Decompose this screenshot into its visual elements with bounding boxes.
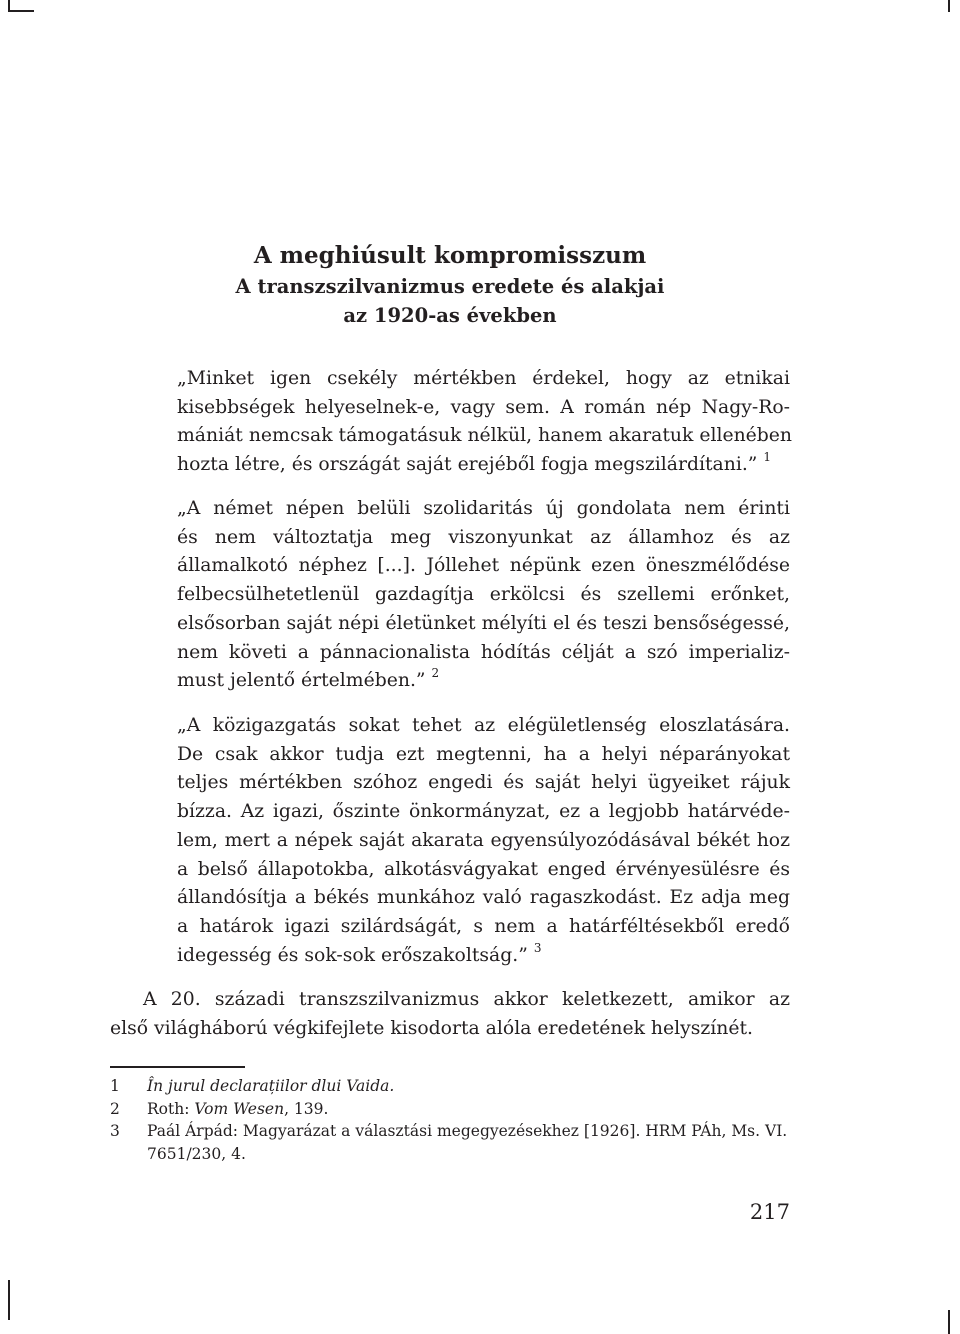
epigraph-quote-1 [177, 365, 793, 480]
epigraph-quote-2 [177, 495, 790, 696]
quote-line: „A német népen belüli szolidaritás új gondolata nem érinti [177, 498, 790, 519]
quote-line: elsősorban saját népi életünket mélyíti el és teszi bensőségessé, [177, 612, 790, 634]
quote-line: De csak akkor tudja ezt megtenni, ha a helyi néparányokat [177, 743, 790, 765]
quote-line: teljes mértékben szóhoz engedi és saját helyi ügyeiket rájuk [177, 772, 790, 794]
footnote-number: 3 [110, 1122, 120, 1140]
footnote-1 [110, 1075, 790, 1098]
quote-line: kisebbségek helyeselnek-e, vagy sem. A román nép Nagy-Ro- [177, 396, 790, 418]
quote-line: államalkotó néphez [...]. Jóllehet népünk ezen öneszmélődése [177, 555, 790, 577]
footnotes [110, 1075, 790, 1165]
chapter-title: A meghiúsult kompromisszum [253, 242, 647, 269]
body-line: első világháború végkifejlete kisodorta alóla eredetének helyszínét. [110, 1018, 754, 1039]
quote-line-last [177, 942, 790, 971]
footnote-number: 1 [110, 1077, 120, 1095]
footnote-ref: 2 [431, 666, 440, 681]
quote-line-text: hozta létre, és országát saját erejéből fogja megszilárdítani.” [177, 454, 758, 476]
footnote-ref: 3 [533, 940, 542, 955]
quote-line: a belső állapotokba, alkotásvágyakat enged érvényesülésre és [177, 858, 790, 880]
chapter-subtitle-line-2: az 1920-as években [343, 304, 557, 327]
crop-mark-bottom-right-v [948, 1310, 950, 1334]
footnote-text-continued: 7651/230, 4. [147, 1144, 246, 1163]
chapter-subtitle-line-1: A transzszilvanizmus eredete és alakjai [235, 275, 665, 298]
quote-line-text: idegesség és sok-sok erőszakoltság.” [177, 944, 528, 966]
epigraph-quote-3 [177, 712, 790, 970]
page-number: 217 [749, 1200, 790, 1224]
footnote-3 [110, 1120, 790, 1165]
quote-line: állandósítja a békés munkához való ragaszkodást. Ez adja meg [177, 887, 790, 909]
footnote-number: 2 [110, 1099, 120, 1118]
footnote-2 [110, 1098, 790, 1121]
quote-line: lem, mert a népek saját akarata egyensúlyozódásával békét hoz [177, 829, 790, 851]
quote-line-last [177, 667, 790, 696]
crop-mark-top-right-v [948, 0, 950, 12]
footnote-ref: 1 [763, 450, 772, 465]
chapter-heading [110, 240, 790, 330]
footnote-source-title: Vom Wesen [194, 1099, 285, 1118]
crop-mark-top-left-h [8, 10, 34, 12]
footnote-author: Roth: [147, 1099, 195, 1118]
body-line: A 20. századi transzszilvanizmus akkor keletkezett, amikor az [143, 989, 790, 1010]
body-paragraph [110, 985, 790, 1043]
quote-line: nem követi a pánnacionalista hódítás célját a szó imperializ- [177, 641, 790, 663]
quote-line: mániát nemcsak támogatásuk nélkül, hanem akaratuk ellenében [177, 425, 793, 447]
quote-line: a határok igazi szilárdságát, s nem a határféltésekből eredő [177, 915, 790, 937]
footnote-source-title: În jurul declarațiilor dlui Vaida. [147, 1077, 395, 1095]
quote-line: felbecsülhetetlenül gazdagítja erkölcsi és szellemi erőnket, [177, 584, 790, 606]
quote-line-last [177, 451, 790, 480]
footnote-separator [110, 1066, 245, 1068]
quote-line: „Minket igen csekély mértékben érdekel, hogy az etnikai [177, 368, 790, 389]
quote-line: és nem változtatja meg viszonyunkat az államhoz és az [177, 526, 790, 548]
footnote-page: , 139. [284, 1099, 329, 1118]
quote-line-text: must jelentő értelmében.” [177, 670, 426, 692]
quote-line: bízza. Az igazi, őszinte önkormányzat, ez a legjobb határvéde- [177, 801, 790, 823]
quote-line: „A közigazgatás sokat tehet az elégületlenség eloszlatására. [177, 715, 790, 736]
footnote-text: Paál Árpád: Magyarázat a választási megegyezésekhez [1926]. HRM PÁh, Ms. VI. [147, 1122, 788, 1140]
crop-mark-bottom-left-v [8, 1280, 10, 1320]
